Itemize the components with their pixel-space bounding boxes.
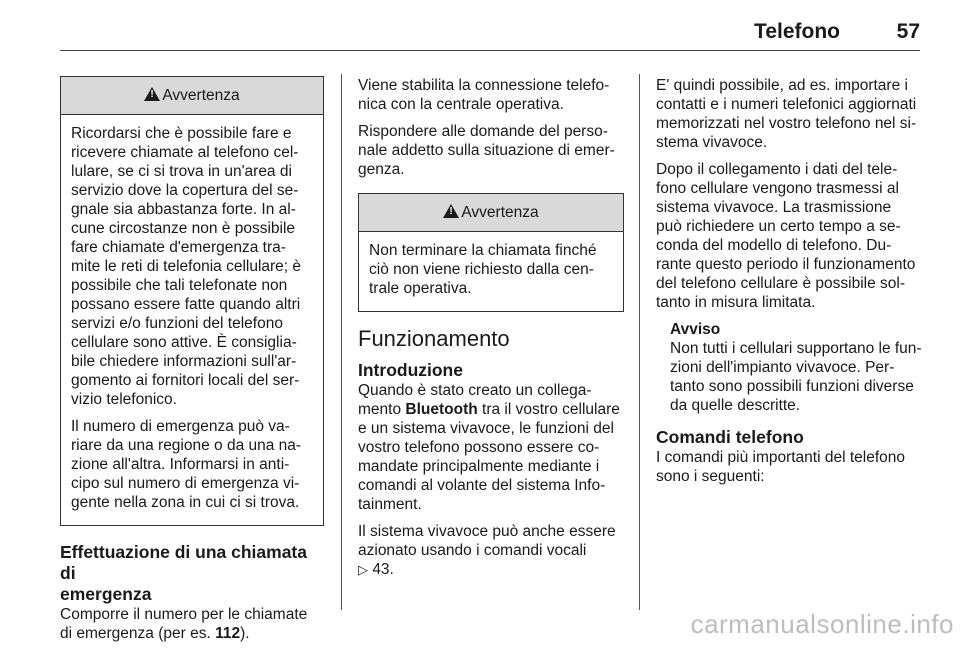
warning-triangle-icon [144,87,160,101]
section-heading [60,542,324,605]
text-line: memorizzati nel vostro telefono nel si- [656,115,917,132]
text-line: sono i seguenti: [656,468,765,485]
text-line: gnale sia abbastanza forte. In al- [71,201,296,218]
column-2 [358,76,624,587]
warning-title: Avvertenza [461,204,539,221]
note-box [656,320,926,415]
text-line: Il sistema vivavoce può anche essere [358,523,616,540]
text-line: Il numero di emergenza può va- [71,418,290,435]
text-line: Quando è stato creato un collega- [358,382,592,399]
text-line: possibile che tali telefonate non [71,277,288,294]
text-line: gomento ai fornitori locali del ser- [71,372,300,389]
text-line: trale operativa. [369,280,472,297]
text-line: zione all'altra. Informarsi in anti- [71,456,290,473]
text-line: genza. [358,161,405,178]
warning-title: Avvertenza [162,87,240,104]
text-line: Non terminare la chiamata finché [369,242,597,259]
column-1 [60,76,324,651]
emergency-number: 112 [215,625,241,642]
cross-reference-arrow-icon: ▷ [358,562,368,577]
text-line: stema vivavoce. [656,134,768,151]
subheading: Comandi telefono [656,427,804,447]
text-line: servizi e/o funzioni del telefono [71,315,283,332]
warning-header [359,194,623,232]
column-divider [341,74,342,610]
page-number: 57 [896,20,920,43]
paragraph [656,160,926,312]
text-line: da quelle descritte. [670,397,801,414]
warning-box [60,76,324,526]
paragraph [656,76,926,152]
heading-line: emergenza [60,584,152,604]
text-line: servizio dove la copertura del se- [71,182,299,199]
text-line: nica con la centrale operativa. [358,96,564,113]
paragraph [656,448,926,486]
text-line: sistema vivavoce. La trasmissione [656,199,892,216]
text-line: tra il vostro cellulare [477,401,620,418]
text-line: del telefono cellulare è possibile sol- [656,275,906,292]
text-line: mite le reti di telefonia cellulare; è [71,258,302,275]
paragraph [358,122,624,179]
text-line: fare chiamate d'emergenza tra- [71,239,286,256]
warning-paragraph [71,124,313,409]
watermark: carmanualsonline.info [690,609,954,639]
text-line: mento [358,401,406,418]
page-header [60,16,920,51]
paragraph [358,522,624,579]
column-3 [656,76,926,494]
text-line: vizio telefonico. [71,391,177,408]
text-line: nale addetto sulla situazione di emer- [358,142,615,159]
text-line: vostro telefono possono essere co- [358,439,600,456]
text-line: Ricordarsi che è possibile fare e [71,125,292,142]
text-line: ). [240,625,250,642]
warning-triangle-icon [443,204,459,218]
text-line: azionato usando i comandi vocali [358,542,587,559]
note-label: Avviso [670,321,721,338]
text-line: tanto in misura limitata. [656,294,816,311]
cross-reference-link[interactable]: 43. [372,561,394,578]
text-line: Non tutti i cellulari supportano le fun- [670,340,922,357]
note-paragraph [670,320,926,415]
paragraph [358,76,624,114]
text-line: lulare, se ci si trova in un'area di [71,163,292,180]
text-line: cipo sul numero di emergenza vi- [71,475,300,492]
page-title: Telefono [754,20,840,43]
text-line: riare da una regione o da una na- [71,437,302,454]
section-title: Funzionamento [358,326,510,351]
bluetooth-term: Bluetooth [405,401,478,418]
warning-paragraph [369,241,613,298]
text-line: fono cellulare vengono trasmessi al [656,180,899,197]
text-line: mandate principalmente mediante i [358,458,600,475]
text-line: cellulare sono attive. È consiglia- [71,334,297,351]
text-line: rante questo periodo il funzionamento [656,256,916,273]
warning-body [359,232,623,311]
text-line: Rispondere alle domande del perso- [358,123,608,140]
text-line: comandi al volante del sistema Info- [358,477,606,494]
text-line: E' quindi possibile, ad es. importare i [656,77,908,94]
text-line: cune circostanze non è possibile [71,220,296,237]
text-line: Viene stabilita la connessione telefo- [358,77,610,94]
text-line: contatti e i numeri telefonici aggiornati [656,96,917,113]
text-line: bile chiedere informazioni sull'ar- [71,353,297,370]
paragraph [60,605,324,643]
text-line: tainment. [358,496,422,513]
paragraph [358,381,624,514]
warning-paragraph [71,417,313,512]
text-line: e un sistema vivavoce, le funzioni del [358,420,614,437]
text-line: tanto sono possibili funzioni diverse [670,378,914,395]
column-divider [639,74,640,610]
text-line: ciò non viene richiesto dalla cen- [369,261,594,278]
warning-box [358,193,624,312]
text-line: zioni dell'impianto vivavoce. Per- [670,359,895,376]
text-line: può richiedere un certo tempo a se- [656,218,901,235]
text-line: conda del modello di telefono. Du- [656,237,892,254]
warning-body [61,115,323,525]
text-line: possano essere fatte quando altri [71,296,301,313]
heading-line: Effettuazione di una chiamata di [60,542,307,583]
text-line: Comporre il numero per le chiamate [60,606,308,623]
text-line: di emergenza (per es. [60,625,216,642]
text-line: ricevere chiamate al telefono cel- [71,144,299,161]
subheading: Introduzione [358,360,463,380]
warning-header [61,77,323,115]
text-line: gente nella zona in cui ci si trova. [71,494,300,511]
text-line: I comandi più importanti del telefono [656,449,906,466]
text-line: Dopo il collegamento i dati del tele- [656,161,898,178]
